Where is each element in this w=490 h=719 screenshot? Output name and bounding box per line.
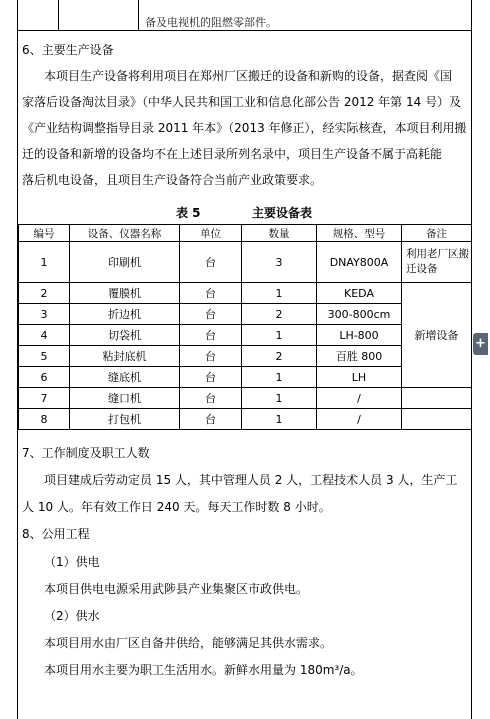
cell-no: 6 <box>19 367 70 388</box>
cell-no: 3 <box>19 304 70 325</box>
section7-line-2: 人 10 人。年有效工作日 240 天。每天工作时数 8 小时。 <box>22 500 331 514</box>
cell-unit: 台 <box>180 367 242 388</box>
section8-sub2-heading: （2）供水 <box>44 609 100 623</box>
table-header-row <box>19 225 472 242</box>
cell-no: 4 <box>19 325 70 346</box>
prev-row-cell-2 <box>58 0 139 30</box>
cell-no: 8 <box>19 409 70 430</box>
section7-line-1: 项目建成后劳动定员 15 人，其中管理人员 2 人，工程技术人员 3 人，生产工 <box>44 473 458 487</box>
cell-spec: 300-800cm <box>317 304 402 325</box>
equipment-table <box>18 224 472 430</box>
cell-qty: 1 <box>242 325 317 346</box>
cell-unit: 台 <box>180 388 242 409</box>
cell-spec: / <box>317 388 402 409</box>
section8-sub2-text2: 本项目用水主要为职工生活用水。新鲜水用量为 180m³/a。 <box>44 663 363 677</box>
header-name: 设备、仪器名称 <box>70 225 180 242</box>
cell-no: 2 <box>19 283 70 304</box>
cell-qty: 1 <box>242 409 317 430</box>
table-row <box>19 409 472 430</box>
cell-unit: 台 <box>180 346 242 367</box>
cell-qty: 1 <box>242 367 317 388</box>
cell-spec: DNAY800A <box>317 242 402 283</box>
cell-unit: 台 <box>180 283 242 304</box>
table-caption-number: 表 5 <box>176 206 201 220</box>
cell-unit: 台 <box>180 304 242 325</box>
cell-spec: 百胜 800 <box>317 346 402 367</box>
section7-heading: 7、工作制度及职工人数 <box>22 446 150 460</box>
cell-qty: 2 <box>242 304 317 325</box>
section8-sub1-text: 本项目供电电源采用武陟县产业集聚区市政供电。 <box>44 582 309 596</box>
cell-spec: KEDA <box>317 283 402 304</box>
section8-sub2-text: 本项目用水由厂区自备井供给，能够满足其供水需求。 <box>44 636 333 650</box>
side-expand-tab[interactable]: + <box>473 333 488 355</box>
cell-note-reuse: 利用老厂区搬迁设备 <box>402 242 472 283</box>
cell-unit: 台 <box>180 242 242 283</box>
cell-spec: LH <box>317 367 402 388</box>
prev-row-text: 备及电视机的阻燃零部件。 <box>145 16 277 29</box>
cell-spec: LH-800 <box>317 325 402 346</box>
cell-name: 缝口机 <box>70 388 180 409</box>
cell-qty: 3 <box>242 242 317 283</box>
header-spec: 规格、型号 <box>317 225 402 242</box>
cell-qty: 1 <box>242 283 317 304</box>
cell-qty: 2 <box>242 346 317 367</box>
header-no: 编号 <box>19 225 70 242</box>
table-row <box>19 283 472 304</box>
cell-spec: / <box>317 409 402 430</box>
section6-line-1: 本项目生产设备将利用项目在郑州厂区搬迁的设备和新购的设备，据查阅《国 <box>44 69 453 83</box>
cell-no: 5 <box>19 346 70 367</box>
cell-name: 覆膜机 <box>70 283 180 304</box>
cell-note-empty <box>402 409 472 430</box>
table-row <box>19 388 472 409</box>
cell-name: 打包机 <box>70 409 180 430</box>
cell-name: 切袋机 <box>70 325 180 346</box>
section6-heading: 6、主要生产设备 <box>22 43 114 57</box>
section6-line-5: 落后机电设备，且项目生产设备符合当前产业政策要求。 <box>22 173 323 187</box>
cell-no: 7 <box>19 388 70 409</box>
previous-table-bottom-border <box>17 30 472 31</box>
header-qty: 数量 <box>242 225 317 242</box>
cell-name: 缝底机 <box>70 367 180 388</box>
section6-line-3: 《产业结构调整指导目录 2011 年本》（2013 年修正），经实际核查，本项目利用搬 <box>22 121 467 135</box>
prev-row-cell-1 <box>17 0 59 30</box>
cell-qty: 1 <box>242 388 317 409</box>
cell-unit: 台 <box>180 409 242 430</box>
table-row <box>19 242 472 283</box>
cell-note-new: 新增设备 <box>402 283 472 388</box>
cell-name: 粘封底机 <box>70 346 180 367</box>
header-unit: 单位 <box>180 225 242 242</box>
table-caption-title: 主要设备表 <box>252 206 313 220</box>
cell-name: 折边机 <box>70 304 180 325</box>
section8-heading: 8、公用工程 <box>22 527 90 541</box>
section6-line-4: 迁的设备和新增的设备均不在上述目录所列名录中，项目生产设备不属于高耗能 <box>22 147 443 161</box>
cell-note-empty <box>402 388 472 409</box>
cell-unit: 台 <box>180 325 242 346</box>
header-note: 备注 <box>402 225 472 242</box>
section6-line-2: 家落后设备淘汰目录》（中华人民共和国工业和信息化部公告 2012 年第 14 号）及 <box>22 95 462 109</box>
section8-sub1-heading: （1）供电 <box>44 555 100 569</box>
cell-no: 1 <box>19 242 70 283</box>
cell-name: 印刷机 <box>70 242 180 283</box>
